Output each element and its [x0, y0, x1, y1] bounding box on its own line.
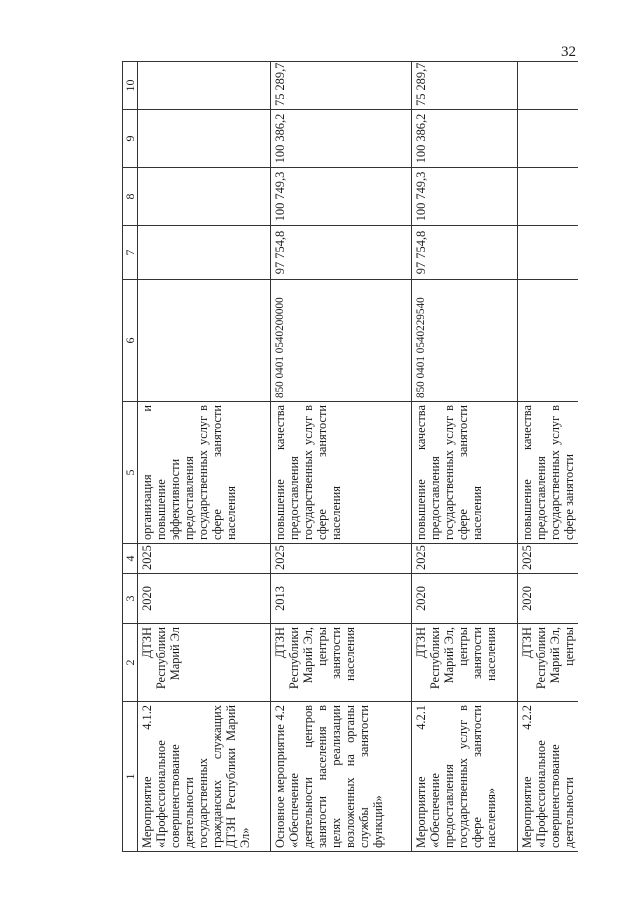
- value-col8: 100 749,3: [271, 168, 412, 226]
- activity-name: Мероприятие 4.1.2 «Профессиональное совершенствование деятельности государственных гражданских служащих ДТЗН Республики Марий Эл»: [138, 702, 271, 852]
- value-col7: 97 754,8: [271, 226, 412, 280]
- program-activities-table: [122, 61, 578, 852]
- value-col9: 100 386,2: [412, 110, 518, 168]
- value-col9: 100 386,2: [271, 110, 412, 168]
- expected-result: повышение качества предоставления государственных услуг в сфере занятости: [518, 402, 579, 544]
- table-row: [138, 62, 271, 852]
- executor: ДТЗН Республики Марий Эл: [138, 624, 271, 702]
- header-row: [123, 62, 138, 852]
- column-header: 4: [123, 544, 138, 574]
- column-header: 3: [123, 574, 138, 624]
- value-col7: 97 754,8: [412, 226, 518, 280]
- column-header: 8: [123, 168, 138, 226]
- table-row: [412, 62, 518, 852]
- value-col10: 75 289,7: [412, 62, 518, 110]
- budget-code: [518, 280, 579, 402]
- expected-result: повышение качества предоставления государственных услуг в сфере занятости населения: [271, 402, 412, 544]
- column-header: 10: [123, 62, 138, 110]
- start-year: 2020: [412, 574, 518, 624]
- expected-result: организация и повышение эффективности предоставления государственных услуг в сфере занятости населения: [138, 402, 271, 544]
- budget-code: 850 0401 0540200000: [271, 280, 412, 402]
- end-year: 2025: [518, 544, 579, 574]
- start-year: 2020: [518, 574, 579, 624]
- executor: ДТЗН Республики Марий Эл, центры: [518, 624, 579, 702]
- executor: ДТЗН Республики Марий Эл, центры занятости населения: [271, 624, 412, 702]
- end-year: 2025: [412, 544, 518, 574]
- budget-code: 850 0401 0540229540: [412, 280, 518, 402]
- rotated-table-container: [122, 62, 576, 852]
- start-year: 2013: [271, 574, 412, 624]
- page-number: 32: [561, 44, 576, 60]
- executor: ДТЗН Республики Марий Эл, центры занятости населения: [412, 624, 518, 702]
- table-row: [271, 62, 412, 852]
- budget-code: [138, 280, 271, 402]
- value-col10: [138, 62, 271, 110]
- value-col9: [138, 110, 271, 168]
- value-col8: [138, 168, 271, 226]
- value-col8: [518, 168, 579, 226]
- end-year: 2025: [271, 544, 412, 574]
- activity-name: Основное мероприятие 4.2 «Обеспечение деятельности центров занятости населения в целях реализации возложенных на органы службы занятости функций»: [271, 702, 412, 852]
- column-header: 5: [123, 402, 138, 544]
- value-col10: 75 289,7: [271, 62, 412, 110]
- value-col7: [518, 226, 579, 280]
- end-year: 2025: [138, 544, 271, 574]
- column-header: 2: [123, 624, 138, 702]
- column-header: 1: [123, 702, 138, 852]
- value-col7: [138, 226, 271, 280]
- value-col9: [518, 110, 579, 168]
- expected-result: повышение качества предоставления государственных услуг в сфере занятости населения: [412, 402, 518, 544]
- start-year: 2020: [138, 574, 271, 624]
- activity-name: Мероприятие 4.2.1 «Обеспечение предоставления государственных услуг в сфере занятости населения»: [412, 702, 518, 852]
- table-row: [518, 62, 579, 852]
- column-header: 9: [123, 110, 138, 168]
- column-header: 7: [123, 226, 138, 280]
- value-col10: [518, 62, 579, 110]
- column-header: 6: [123, 280, 138, 402]
- activity-name: Мероприятие 4.2.2 «Профессиональное совершенствование деятельности: [518, 702, 579, 852]
- value-col8: 100 749,3: [412, 168, 518, 226]
